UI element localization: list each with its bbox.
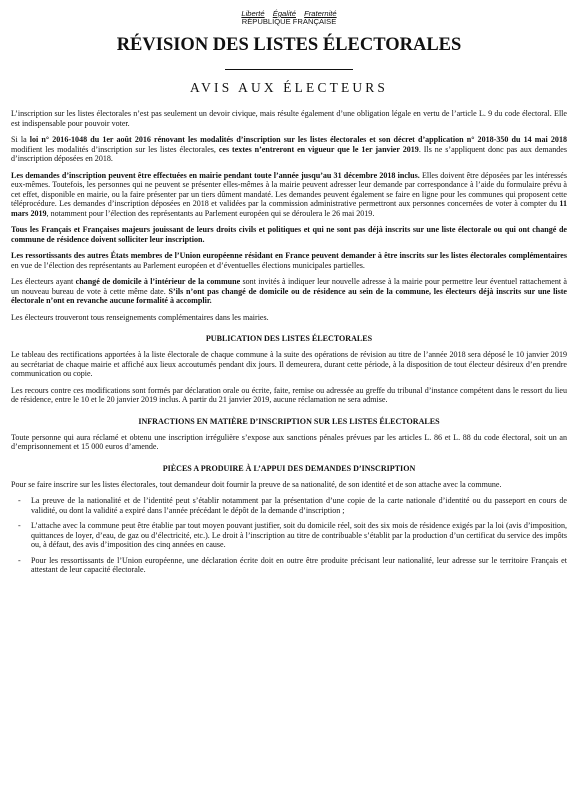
bold-text-run: 11 mars 2019 (11, 199, 567, 218)
motto-egalite: Égalité (272, 9, 296, 18)
text-run: Pour se faire inscrire sur les listes électorales, tout demandeur doit fournir la preuve de sa nationalité, de son identité et de son attache avec la commune. (11, 479, 502, 489)
republic-name: RÉPUBLIQUE FRANÇAISE (241, 17, 337, 26)
bold-text-run: Les demandes d’inscription peuvent être effectuées en mairie pendant toute l’année jusqu’au 31 décembre 2018 inclus. (11, 170, 420, 180)
text-run: , notamment pour l’élection des représentants au Parlement européen qui se déroulera le 26 mai 2019. (46, 208, 375, 218)
intro-paragraph (11, 225, 567, 244)
infractions-paragraph (11, 433, 567, 452)
text-run: Toute personne qui aura réclamé et obtenu une inscription irrégulière s’expose aux sanctions pénales prévues par les articles L. 86 et L. 88 du code électoral, soit un an d’emprisonnement et 15 000 euros d’amende. (11, 432, 567, 451)
page-subtitle: AVIS AUX ÉLECTEURS (190, 80, 388, 95)
bold-text-run: changé de domicile à l’intérieur de la commune (75, 277, 241, 286)
intro-paragraph (11, 171, 567, 219)
text-run: La preuve de la nationalité et de l’identité peut s’établir notamment par la présentation d’une copie de la carte nationale d’identité ou du passeport en cours de validité, ou dont la validité a expiré dans l’année précédant le dépôt de la demande d’inscription ; (31, 496, 567, 515)
pieces-heading: PIÈCES A PRODUIRE À L’APPUI DES DEMANDES D’INSCRIPTION (162, 463, 416, 473)
intro-paragraph (11, 251, 567, 270)
intro-paragraph (11, 135, 567, 164)
text-run: sont invités à indiquer leur nouvelle adresse à la mairie pour permettre leur éventuel rattachement à un nouveau bureau de vote à cette même date. (11, 277, 568, 296)
text-run: Les électeurs ayant (11, 277, 76, 286)
bold-text-run: Tous les Français et Françaises majeurs jouissant de leurs droits civils et politiques et qui ne sont pas déjà inscrits sur une liste électorale ou qui ont changé de commune de résidence doivent solliciter leur inscription. (11, 225, 567, 244)
text-run: . Ils ne s’appliquent donc pas aux demandes d’inscription déposées en 2018. (11, 144, 567, 163)
text-run: Si la (11, 135, 30, 144)
text-run: L’attache avec la commune peut être établie par tout moyen pouvant justifier, soit du domicile réel, soit des six mois de résidence exigés par la loi (avis d’imposition, quittances de loyer, d’eau, de gaz ou d’électricité, etc.). Le droit à l’inscription au titre de contribuable s’établit par la production d’un certificat du service des impôts ou, à défaut, des avis d’imposition des cinq années en cause. (31, 521, 567, 549)
bold-text-run: ces textes n’entreront en vigueur que le 1er janvier 2019 (218, 144, 419, 154)
bold-text-run: S’ils n’ont pas changé de domicile ou de résidence au sein de la commune, les électeurs déjà inscrits sur une liste électorale n’ont en revanche aucune formalité à accomplir. (11, 286, 567, 305)
text-run: Le tableau des rectifications apportées à la liste électorale de chaque commune à la suite des opérations de révision au titre de l’année 2018 sera déposé le 10 janvier 2019 au secrétariat de chaque mairie et affiché aux lieux accoutumés pendant dix jours. Il demeurera, durant cette période, à la disposition de tout électeur désireux d’en prendre communication ou copie. (11, 350, 567, 378)
infractions-heading: INFRACTIONS EN MATIÈRE D’INSCRIPTION SUR LES LISTES ÉLECTORALES (138, 416, 440, 426)
list-item (11, 521, 567, 550)
publication-paragraph (11, 350, 567, 379)
text-run: Les électeurs trouveront tous renseignements complémentaires dans les mairies. (11, 312, 269, 322)
text-run: Pour les ressortissants de l’Union européenne, une déclaration écrite doit en outre être produite précisant leur nationalité, leur adresse sur le territoire Français et attestant de leur capacité électorale. (31, 555, 567, 574)
pieces-intro (11, 480, 567, 490)
page-title: RÉVISION DES LISTES ÉLECTORALES (116, 35, 462, 55)
bold-text-run: loi n° 2016-1048 du 1er août 2016 rénovant les modalités d’inscription sur les listes électorales et son décret d’application n° 2018-350 du 14 mai 2018 (29, 135, 567, 144)
text-run: modifient les modalités d’inscription sur les listes électorales, (11, 144, 219, 154)
text-run: Elles doivent être déposées par les intéressés eux-mêmes. Toutefois, les personnes qui ne peuvent se présenter elles-mêmes à la mairie peuvent adresser leur demande par correspondance à l’aide du formulaire prévu à cet effet, disponible en mairie, ou la faire présenter par un tiers dûment mandaté. Les demandes peuvent également se faire en ligne pour les communes qui proposent cette téléprocédure. Les demandes d’inscription déposées en 2018 et validées par la commission administrative permettront aux personnes concernées de voter à compter du (11, 170, 567, 208)
list-item (11, 496, 567, 515)
intro-paragraph (11, 277, 567, 306)
intro-paragraph (11, 313, 567, 323)
pieces-list (11, 496, 567, 575)
motto-fraternite: Fraternité (304, 9, 337, 18)
publication-heading: PUBLICATION DES LISTES ÉLECTORALES (205, 334, 373, 343)
text-run: en vue de l’élection des représentants au Parlement européen et d’éventuelles élections municipales partielles. (11, 260, 365, 270)
text-run: L’inscription sur les listes électorales n’est pas seulement un devoir civique, mais résulte également d’une obligation légale en vertu de l’article L. 9 du code électoral. Elle est indispensable pour pouvoir voter. (11, 109, 567, 128)
intro-paragraph (11, 109, 567, 128)
intro-section (11, 109, 567, 322)
text-run: Les recours contre ces modifications sont formés par déclaration orale ou écrite, faite, remise ou adressée au greffe du tribunal d’instance compétent dans le ressort du lieu de résidence, entre le 10 et le 20 janvier 2019 inclus. A partir du 21 janvier 2019, aucune réclamation ne sera admise. (11, 385, 567, 404)
motto-liberte: Liberté (241, 9, 265, 18)
publication-paragraph (11, 386, 567, 405)
title-divider (225, 69, 353, 70)
list-item (11, 556, 567, 575)
bold-text-run: Les ressortissants des autres États membres de l’Union européenne résidant en France peuvent demander à être inscrits sur les listes électorales complémentaires (11, 251, 567, 260)
